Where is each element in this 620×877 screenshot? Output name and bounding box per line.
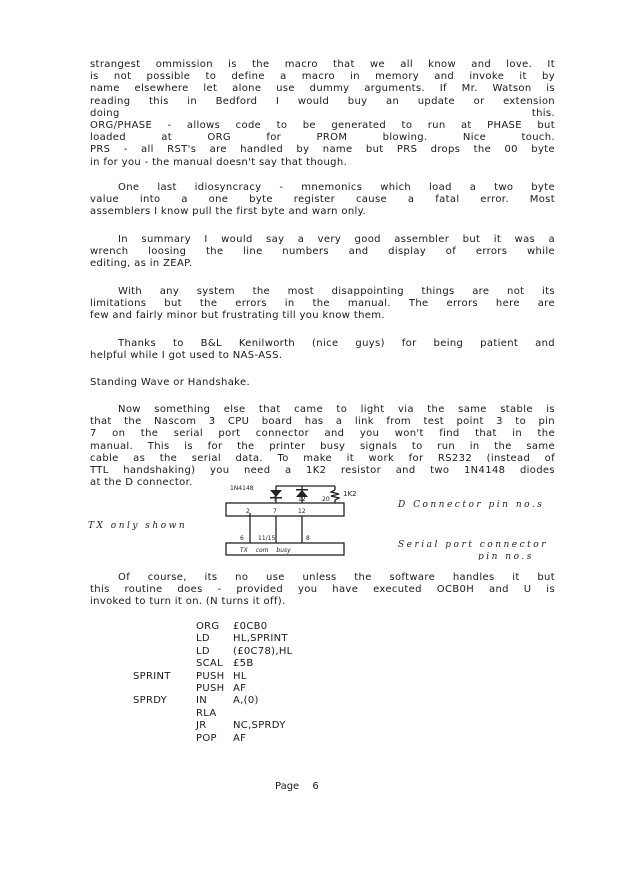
- text-line: 7 on the serial port connector and you won't find that in the: [90, 428, 555, 440]
- code-line: [133, 658, 293, 670]
- resistor-label: 1K2: [343, 490, 357, 498]
- code-operand: NC,SPRDY: [233, 720, 286, 732]
- code-opcode: IN: [196, 695, 208, 707]
- paragraph: [90, 59, 555, 169]
- pin-label: 12: [298, 508, 306, 515]
- note-d-connector: D Connector pin no.s: [398, 500, 545, 510]
- text-line: With any system the most disappointing things are not its: [118, 286, 555, 297]
- pin-label: 11/15: [258, 535, 276, 542]
- diode-label: 1N4148: [230, 485, 254, 492]
- text-line: limitations but the errors in the manual. The errors here are: [90, 298, 555, 310]
- code-opcode: POP: [196, 732, 217, 744]
- code-line: [133, 683, 293, 695]
- code-opcode: PUSH: [196, 682, 225, 694]
- code-opcode: JR: [196, 720, 207, 732]
- d-connector-box: [226, 503, 344, 516]
- code-line: [133, 708, 293, 720]
- page-label: Page: [275, 781, 300, 792]
- code-line: [133, 671, 293, 683]
- text-line: Now something else that came to light via the same stable is: [118, 404, 555, 415]
- text-line: at the D connector.: [90, 477, 193, 489]
- code-operand: (£0C78),HL: [233, 645, 293, 657]
- assembly-listing: [133, 621, 293, 745]
- code-line: [133, 633, 293, 645]
- text-line: wrench loosing the line numbers and display of errors while: [90, 246, 555, 258]
- page-footer: [275, 781, 319, 792]
- code-opcode: PUSH: [196, 670, 225, 682]
- code-line: [133, 695, 293, 707]
- text-line: in for you - the manual doesn't say that though.: [90, 156, 348, 168]
- pin-label: 7: [273, 496, 277, 503]
- pin-label: 7: [273, 508, 277, 515]
- text-line: ORG/PHASE - allows code to be generated to run at PHASE but: [90, 119, 555, 131]
- paragraph: [90, 182, 555, 219]
- text-line: PRS - all RST's are handled by name but PRS drops the 00 byte: [90, 144, 555, 156]
- paragraph: [90, 338, 555, 362]
- code-line: [133, 646, 293, 658]
- wiring-diagram: [0, 480, 620, 560]
- text-line: strangest ommission is the macro that we all know and love. It: [90, 59, 555, 70]
- pin-label: 12: [298, 496, 306, 503]
- text-line: name elsewhere let alone use dummy arguments. If Mr. Watson is: [90, 83, 555, 95]
- text-line: editing, as in ZEAP.: [90, 258, 193, 270]
- code-line: [133, 720, 293, 732]
- page-number: 6: [312, 781, 319, 792]
- text-line: reading this in Bedford I would buy an update or extension: [90, 95, 555, 107]
- pin-label: 20: [322, 496, 330, 503]
- code-opcode: ORG: [196, 621, 220, 632]
- pin-label: 8: [306, 535, 310, 542]
- text-line: value into a one byte register cause a fatal error. Most: [90, 194, 555, 206]
- note-tx-only: TX only shown: [88, 521, 188, 531]
- text-line: manual. This is for the printer busy signals to run in the same: [90, 440, 555, 452]
- text-line: TTL handshaking) you need a 1K2 resistor and two 1N4148 diodes: [90, 464, 555, 476]
- note-serial-port-pins: pin no.s: [478, 552, 534, 560]
- text-line: this routine does - provided you have executed OCB0H and U is: [90, 584, 555, 596]
- serial-port-signals: TX com busy: [240, 547, 291, 554]
- code-operand: £5B: [233, 658, 254, 670]
- text-line: assemblers I know pull the first byte and warn only.: [90, 206, 367, 218]
- text-line: doing this.: [90, 107, 555, 119]
- code-operand: A,(0): [233, 695, 259, 707]
- code-operand: AF: [233, 732, 247, 744]
- code-opcode: SCAL: [196, 658, 223, 670]
- code-operand: HL: [233, 670, 247, 682]
- paragraph: [90, 572, 555, 609]
- text-line: Thanks to B&L Kenilworth (nice guys) for being patient and: [118, 338, 555, 349]
- text-line: One last idiosyncracy - mnemonics which load a two byte: [118, 182, 555, 193]
- text-line: invoked to turn it on. (N turns it off).: [90, 596, 286, 608]
- text-line: cable as the serial data. To make it work for RS232 (instead of: [90, 452, 555, 464]
- text-line: In summary I would say a very good assembler but it was a: [118, 234, 555, 245]
- text-line: is not possible to define a macro in memory and invoke it by: [90, 71, 555, 83]
- code-opcode: LD: [196, 633, 210, 645]
- code-line: [133, 621, 293, 633]
- code-label: SPRINT: [133, 670, 171, 682]
- pin-label: 2: [246, 508, 250, 515]
- code-opcode: RLA: [196, 707, 217, 719]
- code-operand: HL,SPRINT: [233, 633, 288, 645]
- text-line: helpful while I got used to NAS-ASS.: [90, 350, 283, 362]
- text-line: few and fairly minor but frustrating till you know them.: [90, 310, 385, 322]
- text-line: loaded at ORG for PROM blowing. Nice touch.: [90, 132, 555, 144]
- note-serial-port: Serial port connector: [398, 540, 548, 550]
- paragraph: [90, 286, 555, 323]
- paragraph: [90, 234, 555, 271]
- code-operand: £0CB0: [233, 621, 268, 632]
- code-opcode: LD: [196, 645, 210, 657]
- text-line: that the Nascom 3 CPU board has a link from test point 3 to pin: [90, 416, 555, 428]
- text-line: Standing Wave or Handshake.: [90, 377, 250, 388]
- pin-label: 6: [240, 535, 244, 542]
- code-operand: AF: [233, 682, 247, 694]
- text-line: Of course, its no use unless the software handles it but: [118, 572, 555, 583]
- paragraph: [90, 404, 555, 489]
- code-label: SPRDY: [133, 695, 168, 707]
- code-line: [133, 733, 293, 745]
- section-heading: [90, 377, 555, 389]
